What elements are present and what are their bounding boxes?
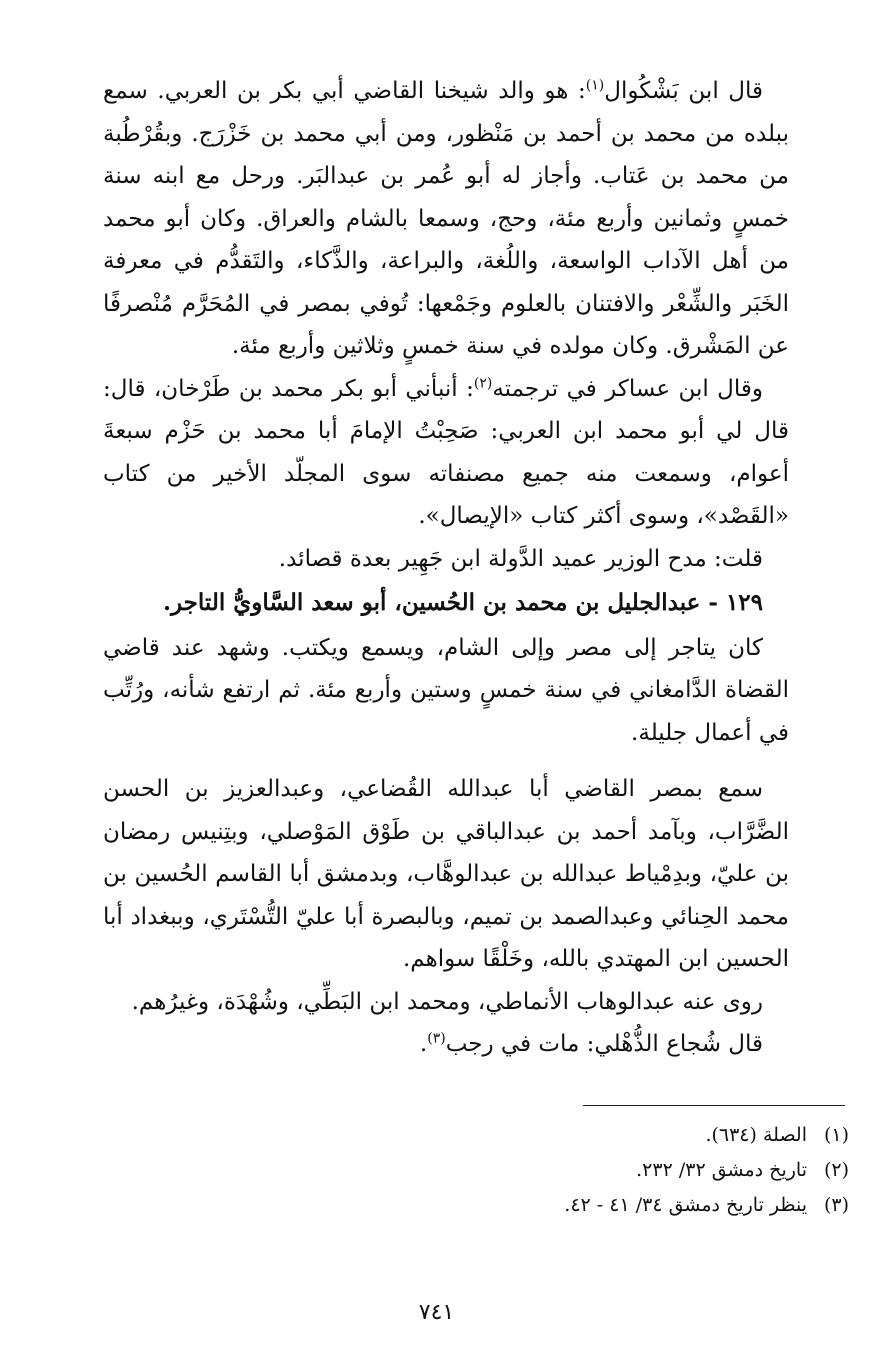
paragraph-biography: كان يتاجر إلى مصر وإلى الشام، ويسمع ويكتب. وشهد عند قاضي القضاة الدَّامغاني في سنة خمسٍ وستين وأربع مئة. ثم ارتفع شأنه، ورُتِّب في أعمال جليلة.: [103, 634, 789, 746]
main-text: [103, 70, 789, 1066]
entry-heading: ١٢٩ - عبدالجليل بن محمد بن الحُسين، أبو سعد السَّاويُّ التاجر.: [162, 589, 763, 616]
text-run: وقال ابن عساكر في ترجمته: [492, 375, 764, 402]
paragraph-students: روى عنه عبدالوهاب الأنماطي، ومحمد ابن البَطِّي، وشُهْدَة، وغيرُهم.: [131, 988, 763, 1015]
text-run: : هو والد شيخنا القاضي أبي بكر بن العربي. سمع ببلده من محمد بن أحمد بن مَنْظور، ومن أبي محمد بن خَزْرَج. وبقُرْطُبة من محمد بن عَتاب. وأجاز له أبو عُمر بن عبدالبَر. ورحل مع ابنه سنة خمسٍ وثمانين وأربع مئة، وحج، وسمعا بالشام والعراق. وكان أبو محمد من أهل الآداب الواسعة، واللُغة، والبراعة، والذَّكاء، والتَقدُّم في معرفة الخَبَر والشِّعْر والافتنان بالعلوم وجَمْعها: تُوفي بمصر في المُحَرَّم مُنْصرفًا عن المَشْرق. وكان مولده في سنة خمسٍ وثلاثين وأربع مئة.: [103, 78, 789, 359]
paragraph-death: [103, 1023, 789, 1066]
paragraph-teachers: سمع بمصر القاضي أبا عبدالله القُضاعي، وعبدالعزيز بن الحسن الضَّرَّاب، وبآمد أحمد بن عبدالباقي بن طَوْق المَوْصلي، وبتِنيس رمضان بن عليّ، وبدِمْياط عبدالله بن عبدالوهَّاب، وبدمشق أبا القاسم الحُسين بن محمد الحِنائي وعبدالصمد بن تميم، وبالبصرة أبا عليّ التُّسْتَري، وببغداد أبا الحسين ابن المهتدي بالله، وخَلْقًا سواهم.: [103, 776, 789, 972]
text-run: .: [419, 1031, 428, 1057]
footnotes: [300, 1118, 849, 1223]
footnote-2: [300, 1153, 849, 1188]
footnote-divider: [583, 1105, 845, 1106]
text-run: : أنبأني أبو بكر محمد بن طَرْخان، قال: قال لي أبو محمد ابن العربي: صَحِبْتُ الإمامَ أبا محمد بن حَزْم سبعةَ أعوام، وسمعت منه جميع مصنفاته سوى المجلّد الأخير من كتاب «القَصْد»، وسوى أكثر كتاب «الإيصال».: [103, 375, 789, 529]
footnote-text: الصلة (٦٣٤).: [705, 1124, 807, 1146]
footnote-ref-2: (٢): [473, 374, 493, 391]
footnote-number: (١): [823, 1124, 849, 1146]
footnote-1: [300, 1118, 849, 1153]
footnote-text: ينظر تاريخ دمشق ٣٤/ ٤١ - ٤٢.: [564, 1194, 807, 1216]
footnote-number: (٢): [823, 1159, 849, 1181]
footnote-ref-1: (١): [585, 77, 605, 94]
footnote-text: تاريخ دمشق ٣٢/ ٢٣٢.: [636, 1159, 807, 1181]
footnote-ref-3: (٣): [427, 1030, 446, 1047]
footnote-number: (٣): [823, 1194, 849, 1216]
text-run: قال شُجاع الذُّهْلي: مات في رجب: [445, 1031, 763, 1057]
page-number: ٧٤١: [418, 1300, 455, 1325]
footnote-3: [300, 1188, 849, 1223]
text-run: قال ابن بَشْكُوال: [604, 78, 763, 104]
paragraph-ibn-bashkuwal: [103, 70, 789, 368]
paragraph-qultu: قلت: مدح الوزير عميد الدَّولة ابن جَهِير بعدة قصائد.: [278, 545, 763, 572]
paragraph-ibn-asakir: [103, 368, 789, 538]
